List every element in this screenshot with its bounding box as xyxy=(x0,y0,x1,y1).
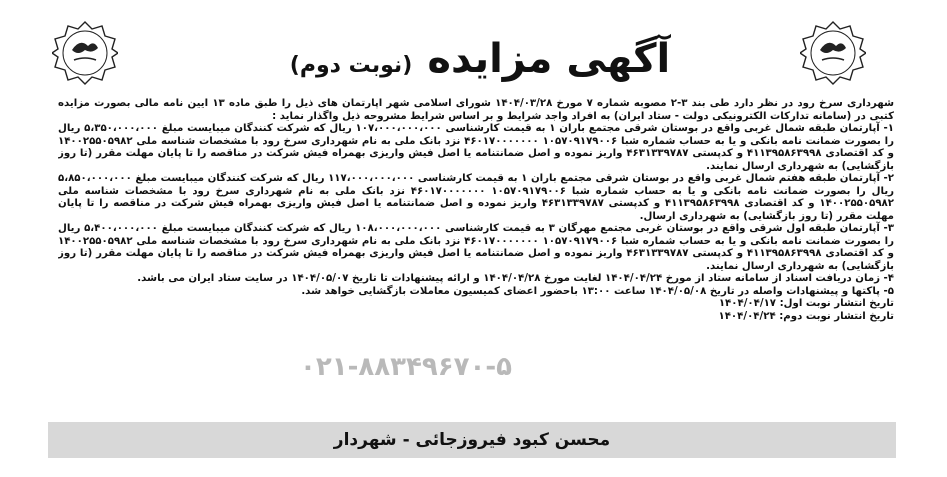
publish-date-first: تاریخ انتشار نوبت اول: ۱۴۰۴/۰۴/۱۷ xyxy=(718,298,894,309)
page-title: آگهی مزایده xyxy=(427,36,671,82)
item-5: ۵- پاکتها و پیشنهادات واصله در تاریخ ۱۴۰۴/۰۵/۰۸ ساعت ۱۳:۰۰ باحضور اعضای کمیسیون معاملات بازگشایی خواهد شد. xyxy=(301,285,894,297)
municipality-logo-left xyxy=(52,20,118,86)
signature-bar xyxy=(48,422,896,458)
publish-date-second: تاریخ انتشار نوبت دوم: ۱۴۰۴/۰۴/۲۴ xyxy=(718,310,894,322)
announcement-body xyxy=(58,98,894,398)
municipality-logo-right xyxy=(800,20,866,86)
item-1: ۱- آپارتمان طبقه شمال غربی واقع در بوستان شرقی مجتمع باران ۱ به قیمت کارشناسی ۱۰۷،۰۰۰،۰۰۰،۰۰۰ ریال که شرکت کنندگان میبایست مبلغ ۵،۳۵۰،۰۰۰،۰۰۰ ریال را بصورت ضمانت نامه بانکی و یا به حساب شماره شبا ۱۰۵۷۰۹۱۷۹۰۰۶ ۴۶۰۱۷۰۰۰۰۰۰۰ نزد بانک ملی به نام شهرداری سرخ رود با مشخصات شناسه ملی ۱۴۰۰۲۵۵۰۵۹۸۲ و کد اقتصادی ۴۱۱۳۹۵۸۶۳۹۹۸ و کدپستی ۴۶۳۱۳۳۹۷۸۷ واریز نموده و اصل ضمانتنامه یا اصل فیش واریزی بهمراه فیش شرکت در مناقصه را تا پایان مهلت مقرر (تا روز بازگشایی) به شهرداری ارسال نمایند. xyxy=(58,123,894,172)
intro-paragraph: شهرداری سرخ رود در نظر دارد طی بند ۳-۲ مصوبه شماره ۷ مورخ ۱۴۰۴/۰۳/۲۸ شورای اسلامی شهر آپارتمان های ذیل را طبق ماده ۱۳ آیین نامه مالی بصورت مزایده کتبی در (سامانه تدارکات الکترونیکی دولت - ستاد ایران) به افراد واجد شرایط و بر اساس شرایط مشروحه ذیل واگذار نماید : xyxy=(58,98,894,122)
item-2: ۲- آپارتمان طبقه هفتم شمال غربی واقع در بوستان شرقی مجتمع باران ۱ به قیمت کارشناسی ۱۱۷،۰۰۰،۰۰۰،۰۰۰ ریال که شرکت کنندگان میبایست مبلغ ۵،۸۵۰،۰۰۰،۰۰۰ ریال را بصورت ضمانت نامه بانکی و یا به حساب شماره شبا ۱۰۵۷۰۹۱۷۹۰۰۶ ۴۶۰۱۷۰۰۰۰۰۰۰ نزد بانک ملی به نام شهرداری سرخ رود با مشخصات شناسه ملی ۱۴۰۰۲۵۵۰۵۹۸۲ و کد اقتصادی ۴۱۱۳۹۵۸۶۳۹۹۸ و کدپستی ۴۶۳۱۳۳۹۷۸۷ واریز نموده و اصل ضمانتنامه یا اصل فیش واریزی بهمراه فیش شرکت در مناقصه را تا پایان مهلت مقرر (تا روز بازگشایی) به شهرداری ارسال. xyxy=(58,173,894,222)
page-subtitle: (نوبت دوم) xyxy=(289,53,413,78)
item-3: ۳- آپارتمان طبقه اول شرقی واقع در بوستان غربی مجتمع مهرگان ۳ به قیمت کارشناسی ۱۰۸،۰۰۰،۰۰۰،۰۰۰ ریال که شرکت کنندگان میبایست مبلغ ۵،۴۰۰،۰۰۰،۰۰۰ ریال را بصورت ضمانت نامه بانکی و یا به حساب شماره شبا ۱۰۵۷۰۹۱۷۹۰۰۶ ۴۶۰۱۷۰۰۰۰۰۰۰ نزد بانک ملی به نام شهرداری سرخ رود با مشخصات شناسه ملی ۱۴۰۰۲۵۵۰۵۹۸۲ و کد اقتصادی ۴۱۱۳۹۵۸۶۳۹۹۸ و کدپستی ۴۶۳۱۳۳۹۷۸۷ واریز نموده و اصل ضمانتنامه یا اصل فیش واریزی بهمراه فیش شرکت در مناقصه را تا پایان مهلت مقرر (تا روز بازگشایی) به شهرداری ارسال نمایند. xyxy=(58,223,894,272)
contact-phone: ۰۲۱-۸۸۳۴۹۶۷۰-۵ xyxy=(299,352,512,382)
item-4: ۴- زمان دریافت اسناد از سامانه ستاد از مورخ ۱۴۰۴/۰۴/۲۴ لغایت مورخ ۱۴۰۴/۰۴/۲۸ و ارائه پیشنهادات تا تاریخ ۱۴۰۴/۰۵/۰۷ در سایت ستاد ایران می باشد. xyxy=(137,273,894,284)
signature-text: محسن کبود فیروزجائی - شهردار xyxy=(333,430,611,450)
title-block xyxy=(200,36,760,96)
